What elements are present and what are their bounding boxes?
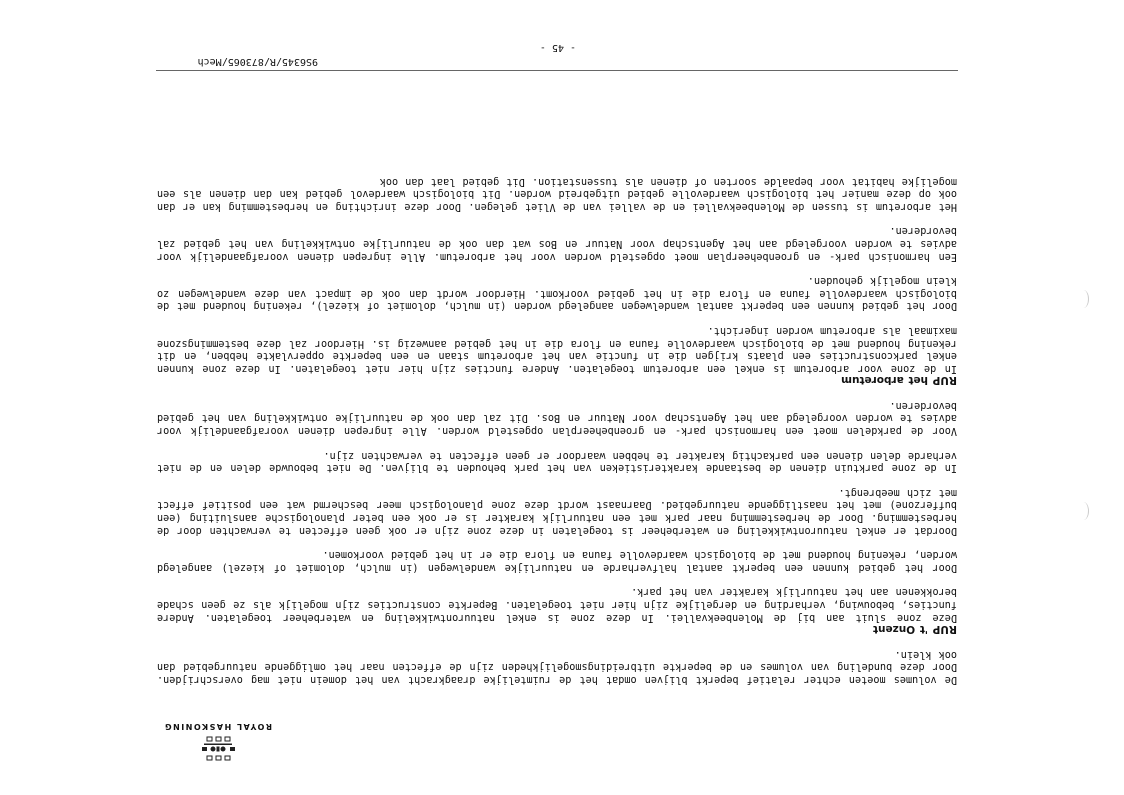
royal-haskoning-logo [164, 722, 273, 761]
footer-divider [156, 70, 958, 71]
document-body [157, 162, 957, 685]
paragraph: Het arboretum is tussen de Molenbeekvallei en de vallei van de Vliet gelegen. Door deze inrichting en herbestemming kan er dan ook op deze manier het biologisch waardevolle gebied uitgebreid worden. Dit biologisch waardevol gebied kan dan dienen als een mogelijke habitat voor bepaalde soorten of dienen als tussenstation. Dit gebied laat dan ook [157, 175, 957, 212]
paragraph: De volumes moeten echter relatief beperkt blijven omdat het de ruimtelijke draagkracht van het domein niet mag overschrijden. Door deze bundeling van volumes en de beperkte uitbreidingsmogelijkheden zijn de effecten naar het omliggende natuurgebied dan ook klein. [157, 648, 957, 685]
paragraph: In de zone parktuin dienen de bestaande karakteristieken van het park behouden te blijven. De niet bebouwde delen en de niet verharde delen dienen een parkachtig karakter te hebben waardoor er geen effecten te verwachten zijn. [157, 449, 957, 474]
document-reference: 9S6345/R/873065/Mech [197, 56, 318, 67]
paragraph: Door het gebied kunnen een beperkt aantal wandelwegen aangelegd worden (in mulch, dolomiet of kiezel), rekening houdend met de biologisch waardevolle fauna en flora die in het gebied voorkomt. Hierdoor wordt dan ook de impact van deze wandelwegen zo klein mogelijk gehouden. [157, 275, 957, 312]
section-heading: RUP 't Onzent [873, 623, 957, 636]
paragraph: Voor de parkdelen moet een harmonisch park- en groenbeheerplan opgesteld worden. Alle ingrepen dienen voorafgaandelijk voor advies te worden voorgelegd aan het Agentschap voor Natuur en Bos. Dit zal dan ook de natuurlijke ontwikkeling van het gebied bevorderen. [157, 399, 957, 437]
paragraph: Doordat er enkel natuurontwikkeling en waterbeheer is toegelaten in deze zone zijn er ook geen effecten te verwachten door de herbestemming. Door de herbestemming naar park met een natuurlijk karakter is er ook een beter planologische aansluiting (een bufferzone) met het naastliggende natuurgebied. Daarnaast wordt deze zone planologisch meer beschermd wat een positief effect met zich meebrengt. [157, 486, 957, 536]
page-number: - 45 - [539, 42, 576, 53]
paragraph: Een harmonisch park- en groenbeheerplan moet opgesteld worden voor het arboretum. Alle ingrepen dienen voorafgaandelijk voor advies te worden voorgelegd aan het Agentschap voor Natuur en Bos wat dan ook de natuurlijke ontwikkeling van het gebied zal bevorderen. [157, 225, 957, 262]
binder-hole-mark [1078, 290, 1089, 308]
section-heading: RUP het arboretum [841, 374, 957, 387]
logo-text: ROYAL HASKONING [163, 722, 272, 731]
logo-mark-icon [198, 735, 238, 761]
paragraph: In de zone voor arboretum is enkel een arboretum toegelaten. Andere functies zijn hier niet toegelaten. In deze zone kunnen enkel parkconstructies een plaats krijgen die in functie van het arboretum staan en een beperkte oppervlakte hebben, en dit rekening houdend met de biologisch waardevolle fauna en flora die in het gebied aanwezig is. Hierdoor zal deze bestemmingszone maximaal als arboretum worden ingericht. [157, 324, 957, 374]
paragraph: Deze zone sluit aan bij de Molenbeekvallei. In deze zone is enkel natuurontwikkeling en waterbeheer toegelaten. Andere functies, bebouwing, verharding en dergelijke zijn hier niet toegelaten. Beperkte constructies zijn mogelijk als ze geen schade berokkenen aan het natuurlijk karakter van het park. [157, 586, 957, 623]
paragraph: Door het gebied kunnen een beperkt aantal halfverharde en natuurlijke wandelwegen (in mulch, dolomiet of kiezel) aangelegd worden, rekening houdend met de biologisch waardevolle fauna en flora die er in het gebied voorkomen. [157, 549, 957, 573]
binder-hole-mark [1078, 502, 1089, 520]
